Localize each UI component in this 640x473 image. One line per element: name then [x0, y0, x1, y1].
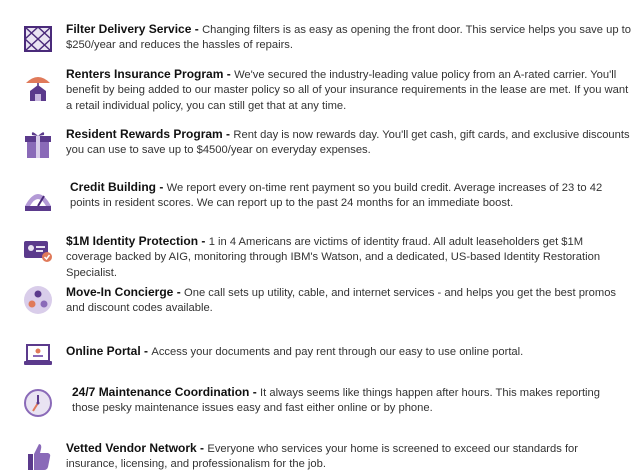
service-title: 24/7 Maintenance Coordination — [72, 385, 250, 399]
id-card-icon — [22, 232, 54, 264]
laptop-portal-icon — [22, 339, 54, 371]
umbrella-house-icon — [22, 71, 54, 103]
service-title: Online Portal — [66, 344, 141, 358]
service-title: Vetted Vendor Network — [66, 441, 197, 455]
service-title: Move-In Concierge — [66, 285, 174, 299]
service-description: One call sets up utility, cable, and internet services - and helps you get the best promos and discount codes available. — [66, 287, 617, 315]
service-description: It always seems like things happen after hours. This makes reporting those pesky maintenance issues easy and fast either online or by phone. — [72, 387, 600, 415]
service-description: Changing filters is as easy as opening the front door. This service helps you save up to $250/year and reduces the hassles of repairs. — [66, 24, 631, 52]
service-title: $1M Identity Protection — [66, 234, 199, 248]
service-title: Credit Building — [70, 180, 156, 194]
service-description: Access your documents and pay rent through our easy to use online portal. — [151, 346, 524, 358]
utilities-icon — [22, 284, 54, 316]
service-title: Resident Rewards Program — [66, 127, 223, 141]
clock-icon — [22, 387, 54, 419]
service-title: Renters Insurance Program — [66, 67, 224, 81]
filter-icon — [22, 23, 54, 55]
gift-icon — [22, 128, 54, 160]
service-description: Rent day is now rewards day. You'll get cash, gift cards, and exclusive discounts you can use to save up to $4500/year on everyday expenses. — [66, 129, 630, 157]
service-description: We report every on-time rent payment so you build credit. Average increases of 23 to 42 points in resident scores. We can report up to the past 24 months for an immediate boost. — [70, 182, 603, 210]
service-title: Filter Delivery Service — [66, 22, 192, 36]
credit-gauge-icon — [22, 182, 54, 214]
service-description: 1 in 4 Americans are victims of identity fraud. All adult leaseholders get $1M coverage backed by AIG, monitoring through IBM's Watson, and a dedicated, US-based Identity Restoration Specialist. — [66, 236, 601, 279]
service-description: Everyone who services your home is screened to exceed our standards for insurance, licensing, and professionalism for the job. — [66, 443, 578, 471]
thumbs-up-icon — [22, 440, 54, 472]
service-description: We've secured the industry-leading value policy from an A-rated carrier. You'll benefit by being added to our master policy so all of your insurance requirements in the lease are met. If you want a retail individual policy, you can still get that at any time. — [66, 69, 629, 112]
